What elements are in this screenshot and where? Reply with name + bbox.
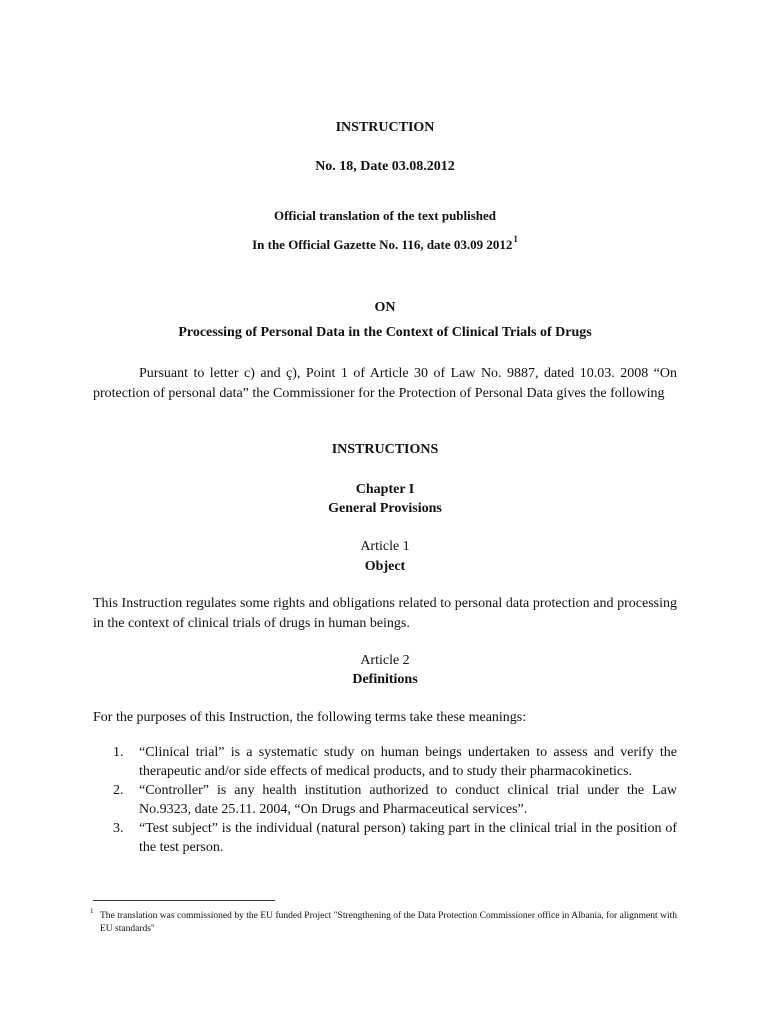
gazette-reference	[0, 231, 770, 253]
definitions-list	[93, 743, 677, 857]
list-item	[93, 819, 677, 857]
article-1-label: Article 1	[360, 539, 410, 554]
chapter-title: General Provisions	[328, 501, 442, 516]
list-item	[93, 743, 677, 781]
footnote-divider	[93, 900, 275, 901]
footnote-mark: 1	[90, 907, 94, 915]
list-item-number: 2.	[113, 783, 124, 798]
subject-on: ON	[374, 300, 396, 315]
list-item-number: 3.	[113, 821, 124, 836]
list-item	[93, 781, 677, 819]
article-2-title: Definitions	[352, 672, 418, 687]
instructions-heading: INSTRUCTIONS	[331, 442, 439, 457]
footnote-text: The translation was commissioned by the EU funded Project "Strengthening of the Data Protection Commissioner office in Albania, for alignment with EU standards"	[100, 911, 677, 934]
subject-title: Processing of Personal Data in the Context of Clinical Trials of Drugs	[178, 325, 592, 340]
article-2-label: Article 2	[360, 653, 410, 668]
preamble-paragraph: Pursuant to letter c) and ç), Point 1 of Article 30 of Law No. 9887, dated 10.03. 2008 “On protection of personal data” the Commissioner for the Protection of Personal Data gives the following	[93, 366, 677, 401]
document-title: INSTRUCTION	[335, 120, 435, 135]
list-item-text: “Test subject” is the individual (natural person) taking part in the clinical trial in the position of the test person.	[139, 821, 677, 855]
list-item-text: “Controller” is any health institution authorized to conduct clinical trial under the Law No.9323, date 25.11. 2004, “On Drugs and Pharmaceutical services”.	[139, 783, 677, 817]
footnote-reference[interactable]: 1	[513, 234, 518, 244]
article-1-title: Object	[364, 559, 406, 574]
chapter-label: Chapter I	[355, 482, 415, 497]
gazette-reference-text: In the Official Gazette No. 116, date 03.09 2012	[252, 237, 513, 252]
list-item-text: “Clinical trial” is a systematic study on human beings undertaken to assess and verify the therapeutic and/or side effects of medical products, and to study their pharmacokinetics.	[139, 745, 677, 779]
translation-note: Official translation of the text published	[273, 208, 497, 223]
list-item-number: 1.	[113, 745, 124, 760]
article-2-intro: For the purposes of this Instruction, the following terms take these meanings:	[93, 710, 527, 725]
instruction-number-date: No. 18, Date 03.08.2012	[315, 159, 455, 174]
footnote	[90, 907, 677, 936]
article-1-text: This Instruction regulates some rights and obligations related to personal data protection and processing in the context of clinical trials of drugs in human beings.	[93, 596, 677, 631]
